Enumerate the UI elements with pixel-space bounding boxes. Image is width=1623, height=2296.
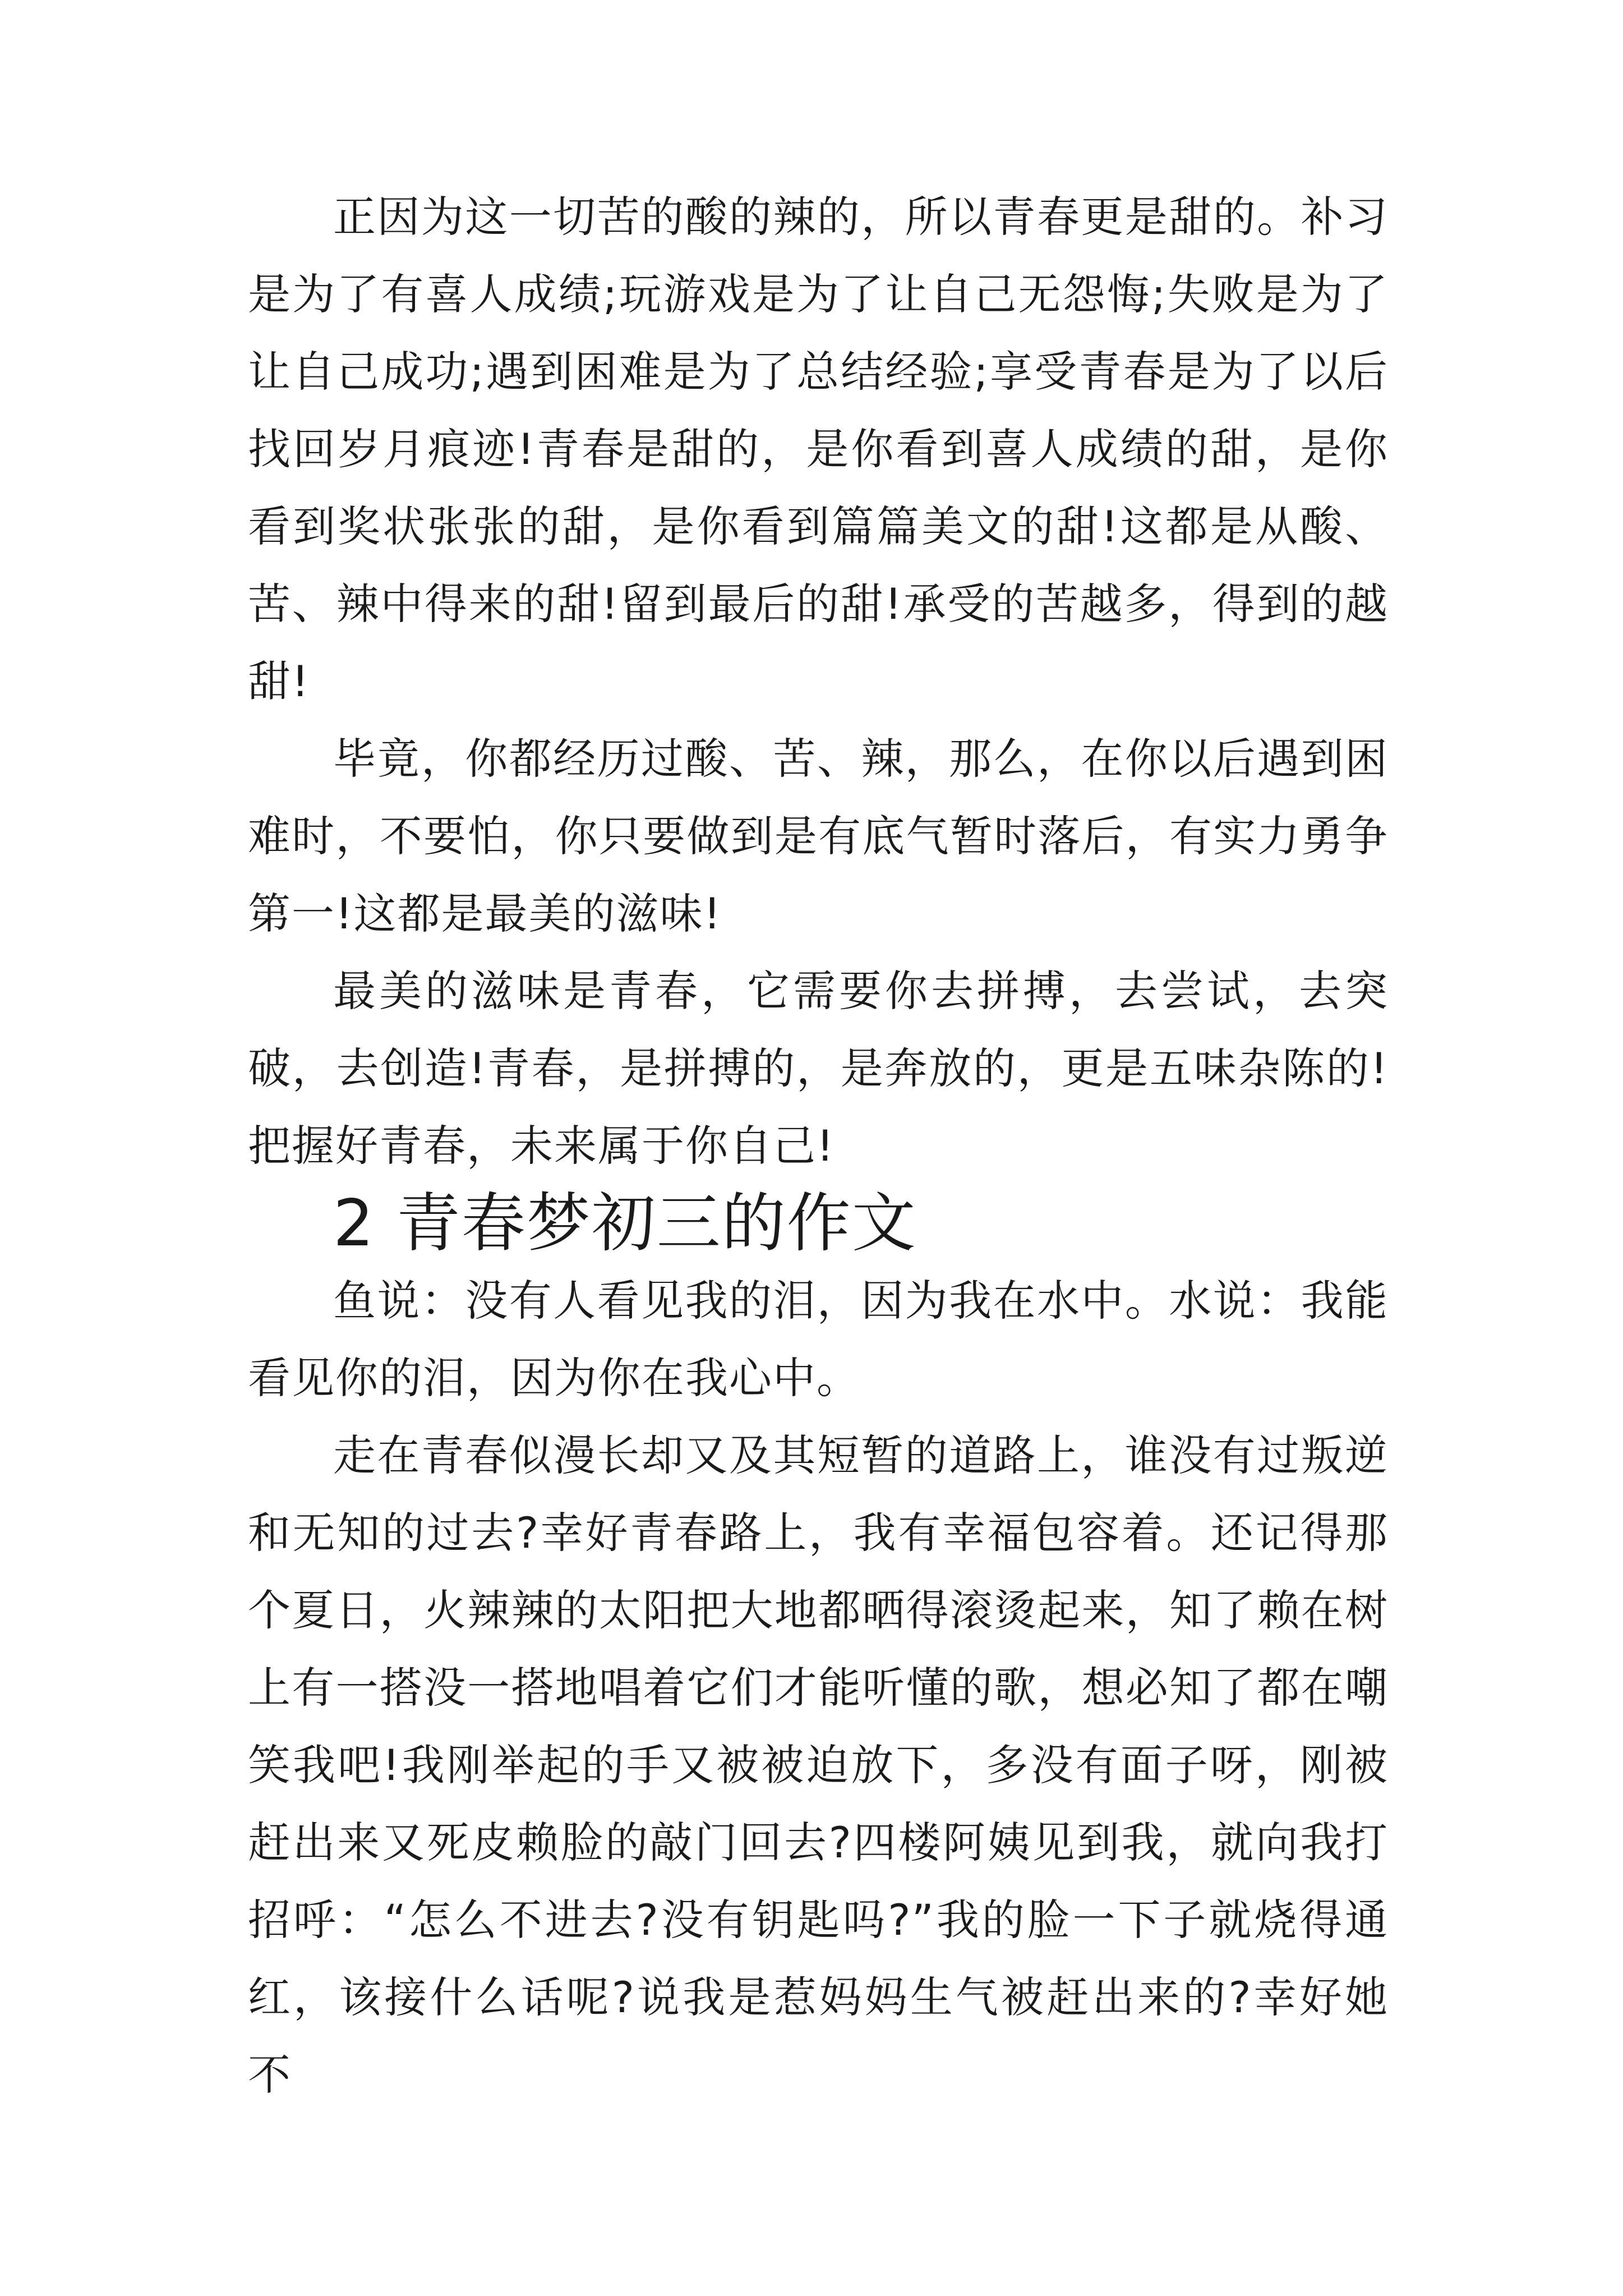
paragraph-3: 最美的滋味是青春，它需要你去拼搏，去尝试，去突破，去创造!青春，是拼搏的，是奔放的，更是五味杂陈的!把握好青春，未来属于你自己!: [248, 966, 1389, 1171]
document-body: [248, 178, 1389, 2114]
section-paragraph-1: 鱼说：没有人看见我的泪，因为我在水中。水说：我能看见你的泪，因为你在我心中。: [248, 1276, 1389, 1403]
section-paragraph-2: 走在青春似漫长却又及其短暂的道路上，谁没有过叛逆和无知的过去?幸好青春路上，我有幸福包容着。还记得那个夏日，火辣辣的太阳把大地都晒得滚烫起来，知了赖在树上有一搭没一搭地唱着它们才能听懂的歌，想必知了都在嘲笑我吧!我刚举起的手又被被迫放下，多没有面子呀，刚被赶出来又死皮赖脸的敲门回去?四楼阿姨见到我，就向我打招呼：“怎么不进去?没有钥匙吗?”我的脸一下子就烧得通红，该接什么话呢?说我是惹妈妈生气被赶出来的?幸好她不: [248, 1430, 1389, 2100]
paragraph-2: 毕竟，你都经历过酸、苦、辣，那么，在你以后遇到困难时，不要怕，你只要做到是有底气暂时落后，有实力勇争第一!这都是最美的滋味!: [248, 734, 1389, 938]
paragraph-1: 正因为这一切苦的酸的辣的，所以青春更是甜的。补习是为了有喜人成绩;玩游戏是为了让自己无怨悔;失败是为了让自己成功;遇到困难是为了总结经验;享受青春是为了以后找回岁月痕迹!青春是甜的，是你看到喜人成绩的甜，是你看到奖状张张的甜，是你看到篇篇美文的甜!这都是从酸、苦、辣中得来的甜!留到最后的甜!承受的苦越多，得到的越甜!: [248, 192, 1389, 706]
section-title: 2 青春梦初三的作文: [333, 1186, 917, 1260]
